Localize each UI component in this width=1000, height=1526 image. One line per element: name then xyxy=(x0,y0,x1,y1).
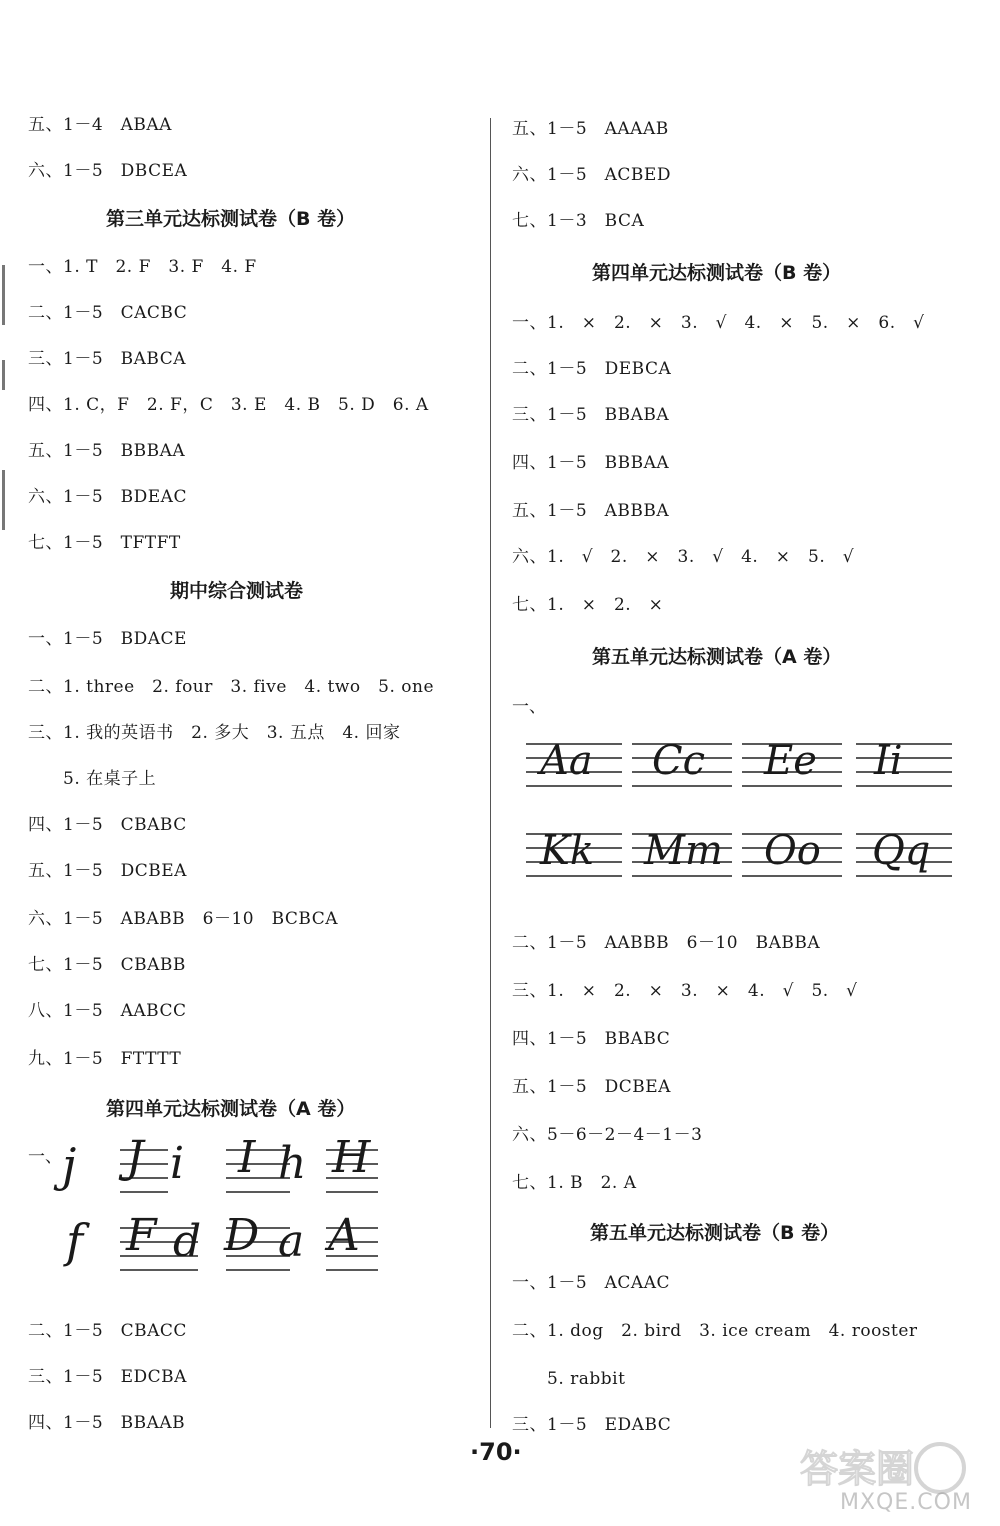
answer-line: 一、1－5 BDACE xyxy=(28,629,187,649)
page-number: ·70· xyxy=(470,1438,522,1466)
handwritten-letter-pair: Aa xyxy=(540,738,593,784)
watermark-text: MXQE.COM xyxy=(840,1490,972,1515)
section-heading: 第四单元达标测试卷（B 卷） xyxy=(592,262,842,284)
scan-edge-mark xyxy=(2,360,5,390)
answer-line: 三、1. × 2. × 3. × 4. √ 5. √ xyxy=(512,981,858,1001)
answer-line: 五、1－4 ABAA xyxy=(28,115,172,135)
answer-line: 六、1－5 ACBED xyxy=(512,165,671,185)
answer-line: 三、1－5 BABCA xyxy=(28,349,186,369)
handwritten-letter: A xyxy=(328,1210,360,1261)
answer-line: 二、1. dog 2. bird 3. ice cream 4. rooster xyxy=(512,1321,918,1341)
answer-line: 四、1－5 CBABC xyxy=(28,815,187,835)
answer-line: 一、1. × 2. × 3. √ 4. × 5. × 6. √ xyxy=(512,313,925,333)
answer-line: 七、1. B 2. A xyxy=(512,1173,637,1193)
answer-line: 二、1－5 AABBB 6－10 BABBA xyxy=(512,933,821,953)
answer-line: 四、1－5 BBAAB xyxy=(28,1413,186,1433)
handwritten-letter: f xyxy=(66,1214,84,1268)
answer-line: 四、1. C，F 2. F，C 3. E 4. B 5. D 6. A xyxy=(28,395,429,415)
answer-line: 五、1－5 AAAAB xyxy=(512,119,669,139)
section-heading: 第四单元达标测试卷（A 卷） xyxy=(106,1098,356,1120)
handwritten-letter: D xyxy=(224,1210,260,1261)
section-heading: 第五单元达标测试卷（B 卷） xyxy=(590,1222,840,1244)
handwritten-letter: h xyxy=(278,1138,307,1189)
answer-line: 5. 在桌子上 xyxy=(28,769,157,789)
handwritten-letter: a xyxy=(278,1216,305,1267)
handwritten-letter: J xyxy=(126,1132,144,1183)
answer-line: 六、1－5 BDEAC xyxy=(28,487,187,507)
watermark-logo-text: 答案圈 xyxy=(800,1447,915,1491)
answer-line: 六、1－5 DBCEA xyxy=(28,161,188,181)
four-line-grid xyxy=(526,740,986,900)
handwritten-letter: i xyxy=(170,1138,185,1189)
answer-line: 六、1－5 ABABB 6－10 BCBCA xyxy=(28,909,339,929)
answer-line: 五、1－5 DCBEA xyxy=(28,861,187,881)
answer-line: 四、1－5 BBABC xyxy=(512,1029,671,1049)
answer-line: 七、1. × 2. × xyxy=(512,595,664,615)
answer-line: 七、1－5 TFTFT xyxy=(28,533,181,553)
answer-line: 六、1. √ 2. × 3. √ 4. × 5. √ xyxy=(512,547,855,567)
handwritten-letter-pair: Ii xyxy=(874,738,903,784)
section-heading: 期中综合测试卷 xyxy=(170,580,304,602)
handwriting-row xyxy=(58,1140,378,1210)
handwritten-letter-pair: Cc xyxy=(652,738,706,784)
handwritten-letter: d xyxy=(173,1216,202,1267)
handwriting-grid xyxy=(526,740,986,900)
handwritten-letter: F xyxy=(126,1210,157,1261)
handwritten-letter-pair: Qq xyxy=(872,828,931,874)
handwritten-letter-pair: Mm xyxy=(644,828,723,874)
answer-line: 二、1－5 CBACC xyxy=(28,1321,187,1341)
scan-edge-mark xyxy=(2,470,5,530)
column-divider xyxy=(490,118,491,1428)
handwritten-letter: H xyxy=(332,1132,371,1183)
answer-line: 三、1－5 EDABC xyxy=(512,1415,672,1435)
handwritten-letter: I xyxy=(238,1132,256,1183)
answer-line: 二、1－5 CACBC xyxy=(28,303,188,323)
section-heading: 第五单元达标测试卷（A 卷） xyxy=(592,646,842,668)
section-heading: 第三单元达标测试卷（B 卷） xyxy=(106,208,356,230)
answer-line: 五、1－5 ABBBA xyxy=(512,501,670,521)
answer-line: 九、1－5 FTTTT xyxy=(28,1049,182,1069)
answer-line: 三、1－5 EDCBA xyxy=(28,1367,187,1387)
answer-line: 四、1－5 BBBAA xyxy=(512,453,670,473)
answer-line: 三、1－5 BBABA xyxy=(512,405,670,425)
handwritten-letter-pair: Ee xyxy=(764,738,817,784)
answer-line: 二、1－5 DEBCA xyxy=(512,359,672,379)
handwritten-letter-pair: Kk xyxy=(540,828,595,874)
answer-line: 七、1－5 CBABB xyxy=(28,955,186,975)
answer-line: 三、1. 我的英语书 2. 多大 3. 五点 4. 回家 xyxy=(28,723,401,743)
handwritten-letter-pair: Oo xyxy=(764,828,821,874)
answer-line: 六、5－6－2－4－1－3 xyxy=(512,1125,703,1145)
answer-line: 五、1－5 BBBAA xyxy=(28,441,186,461)
four-line-grid xyxy=(58,1140,378,1210)
answer-line: 一、1. T 2. F 3. F 4. F xyxy=(28,257,257,277)
handwritten-letter: j xyxy=(62,1138,77,1192)
answer-line: 八、1－5 AABCC xyxy=(28,1001,187,1021)
answer-line: 五、1－5 DCBEA xyxy=(512,1077,671,1097)
answer-line: 七、1－3 BCA xyxy=(512,211,645,231)
answer-line: 二、1. three 2. four 3. five 4. two 5. one xyxy=(28,677,435,697)
scan-edge-mark xyxy=(2,265,5,325)
answer-line: 一、1－5 ACAAC xyxy=(512,1273,670,1293)
question-label: 一、 xyxy=(28,1147,62,1167)
answer-line: 5. rabbit xyxy=(512,1369,626,1389)
question-label: 一、 xyxy=(512,697,546,717)
